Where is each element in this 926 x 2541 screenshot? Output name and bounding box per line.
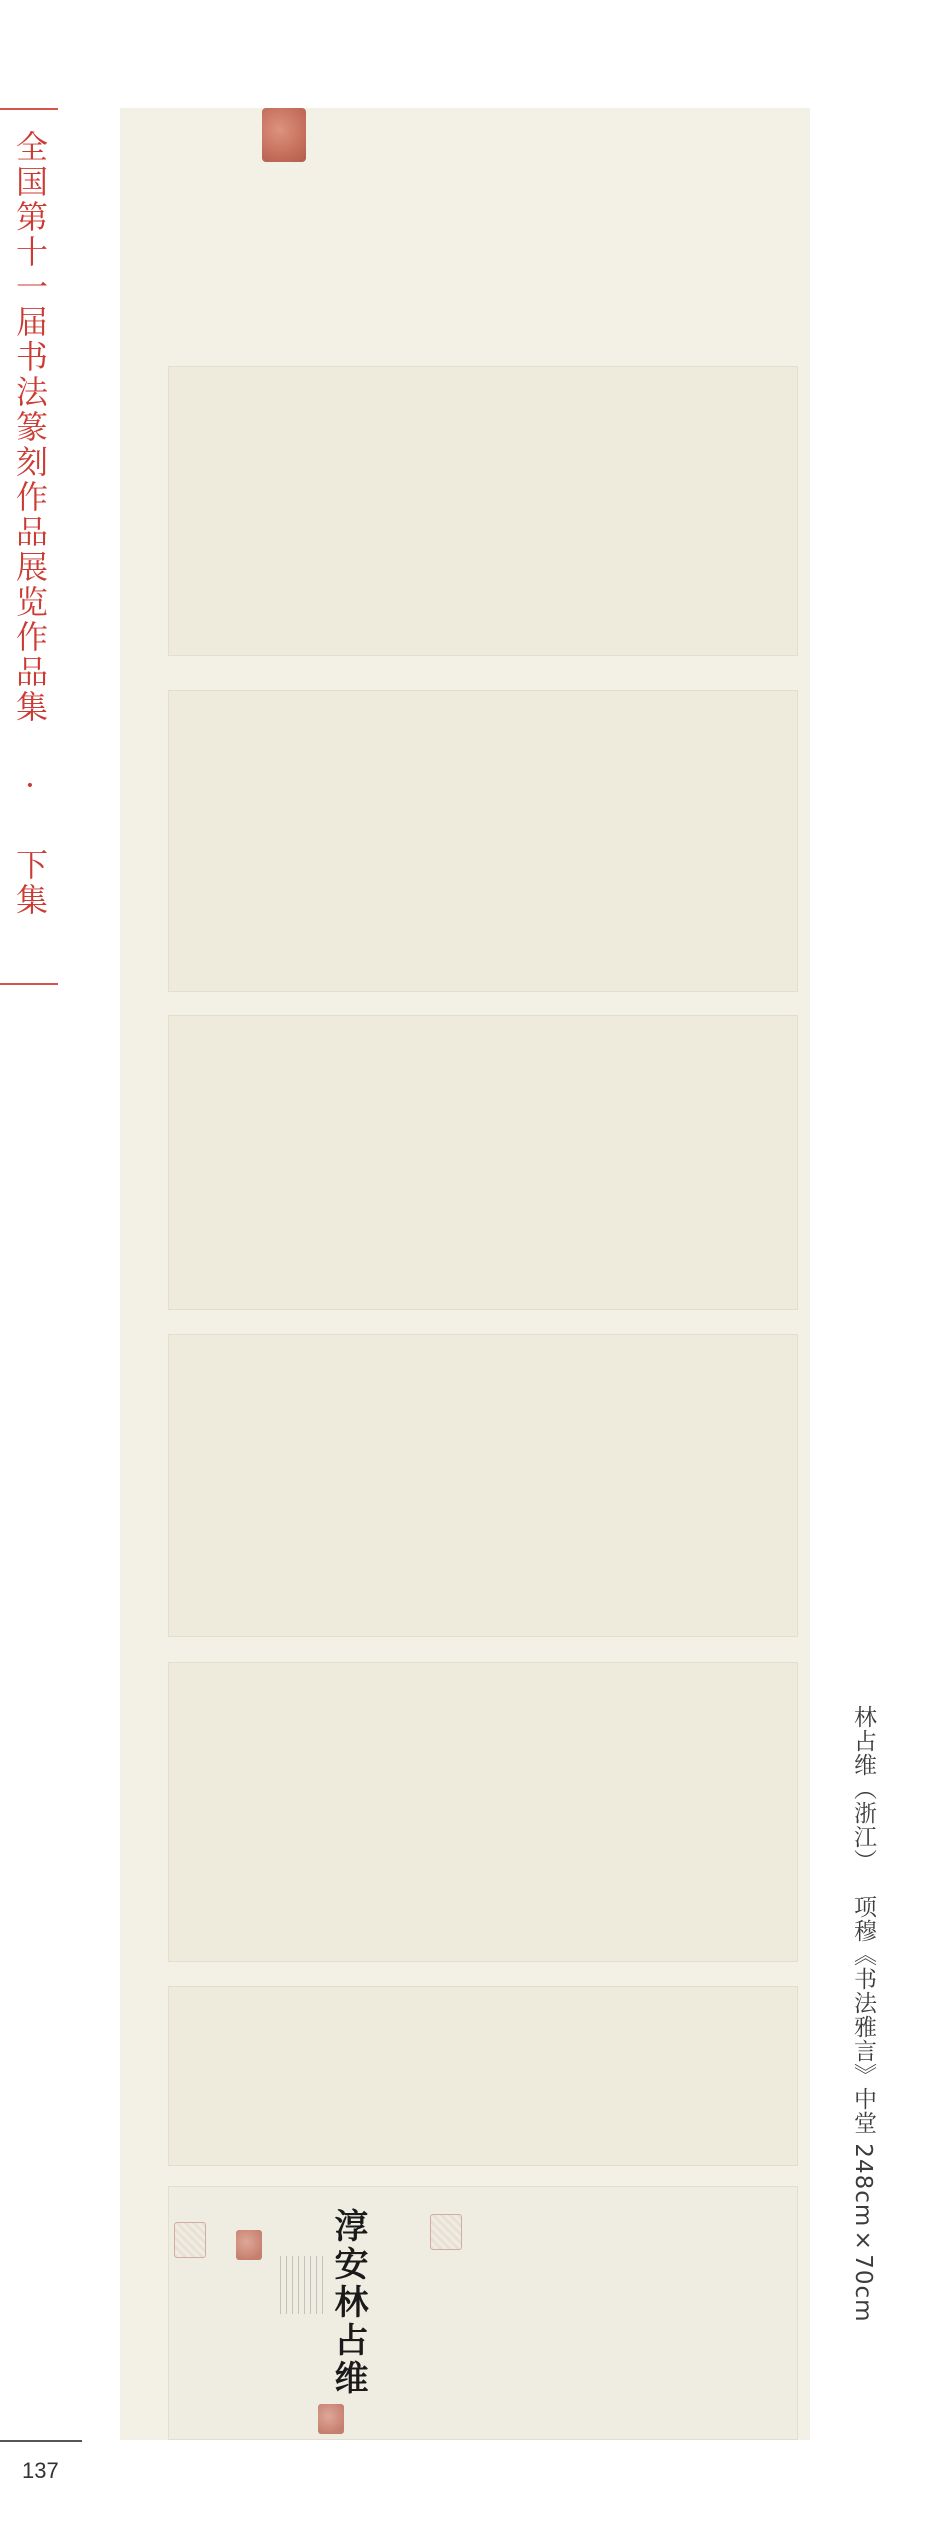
work-details: 项穆《书法雅言》中堂 248cm×70cm — [850, 1895, 876, 2323]
calligraphy-panel-3 — [168, 1015, 798, 1310]
title-rule-top — [0, 108, 58, 110]
title-rule-bottom — [0, 983, 58, 985]
calligraphy-panel-4 — [168, 1334, 798, 1637]
calligraphy-panel-6 — [168, 1986, 798, 2166]
calligraphy-panel-5 — [168, 1662, 798, 1962]
corner-seal — [430, 2214, 462, 2250]
collector-seal — [174, 2222, 206, 2258]
running-title: 全国第十一届书法篆刻作品展览作品集 · 下集 — [11, 130, 49, 918]
page-rule — [0, 2440, 82, 2442]
name-seal — [318, 2404, 344, 2434]
page-number: 137 — [22, 2458, 59, 2483]
calligraphy-panel-1 — [168, 366, 798, 656]
leisure-seal — [236, 2230, 262, 2260]
header-seal — [262, 108, 306, 162]
work-caption — [830, 1705, 878, 2440]
colophon-panel — [168, 2186, 798, 2440]
artist-signature: 淳安林占维 — [328, 2208, 368, 2398]
calligraphy-panel-2 — [168, 690, 798, 992]
calligraphy-artwork — [120, 108, 810, 2440]
inscription-note — [280, 2256, 326, 2314]
artist-name: 林占维（浙江） — [850, 1705, 876, 1873]
